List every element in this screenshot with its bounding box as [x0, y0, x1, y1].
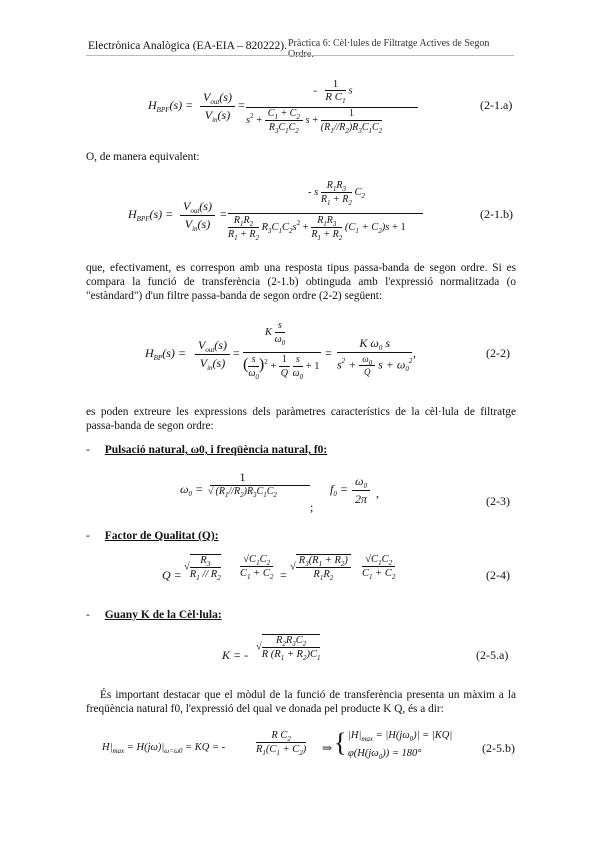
equation-tag-2-4: (2-4): [486, 568, 510, 582]
paragraph-parameters: es poden extreure les expressions dels paràmetres característics de la cèl·lula de filtratge passa-banda de segon ordre:: [86, 406, 516, 432]
section-heading-quality-factor: Factor de Qualitat (Q):: [104, 530, 219, 542]
paragraph-maximum: És important destacar que el mòdul de la funció de transferència presenta un màxim a la freqüència natural f0, l'expressió del qual ve donada pel producte K Q, és a dir:: [86, 689, 516, 715]
section-heading-natural-frequency: Pulsació natural, ω0, i freqüència natural, f0:: [104, 444, 328, 456]
header-divider: [86, 55, 514, 56]
equation-tag-2-1b: (2-1.b): [480, 207, 513, 221]
equation-tag-2-3: (2-3): [486, 494, 510, 508]
section-heading-gain: Guany K de la Cèl·lula:: [104, 609, 222, 621]
equation-tag-2-2: (2-2): [486, 346, 510, 360]
bullet-quality-factor: [86, 530, 219, 542]
paragraph-comparison: que, efectivament, es correspon amb una resposta tipus passa-banda de segon ordre. Si es compara la funció de transferència (2-1.b) obtinguda amb l'expressió normalitzada (o "estàndard") d'un filtre passa-banda de segon ordre (2-2) següent:: [86, 262, 516, 302]
bullet-natural-frequency: [86, 444, 327, 456]
bullet-marker: -: [86, 530, 90, 542]
connector-text: O, de manera equivalent:: [86, 151, 200, 163]
equation-tag-2-5a: (2-5.a): [476, 648, 509, 662]
header-practice: Pràctica 6: Cèl·lules de Filtratge Actives de Segon: [288, 38, 490, 49]
bullet-marker: -: [86, 444, 90, 456]
header-course: Electrònica Analògica (EA-EIA – 820222).: [88, 40, 287, 52]
equation-tag-2-5b: (2-5.b): [482, 741, 515, 755]
equation-tag-2-1a: (2-1.a): [480, 98, 513, 112]
bullet-gain: [86, 609, 222, 621]
bullet-marker: -: [86, 609, 90, 621]
